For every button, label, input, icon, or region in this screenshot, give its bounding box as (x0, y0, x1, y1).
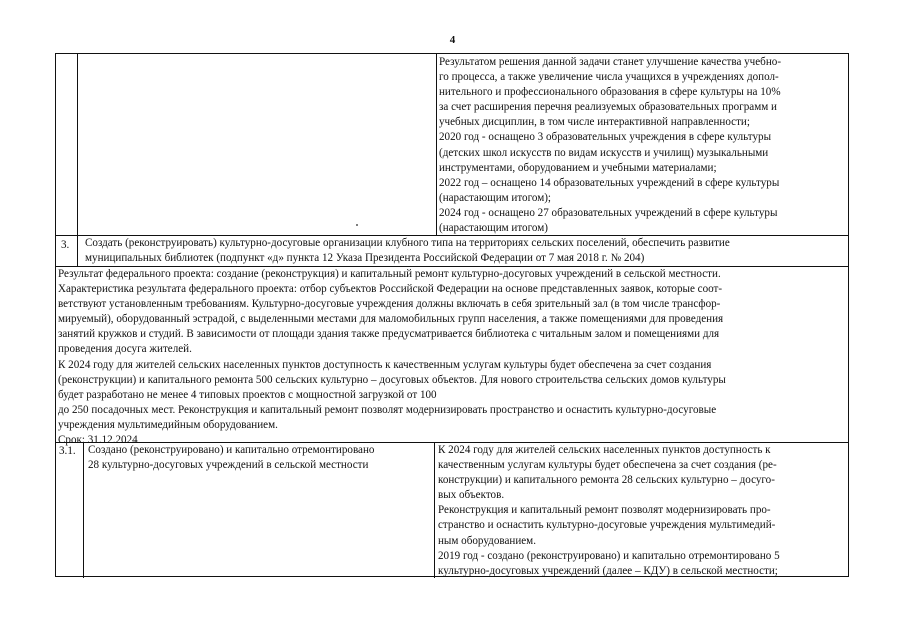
task-number: 3. (61, 239, 70, 251)
text-line: учебных дисциплин, в том числе интерактивной направленности; (439, 116, 750, 129)
text-line: (нарастающим итогом) (439, 222, 548, 235)
subtask-title (88, 443, 432, 473)
text-line: инструментами, оборудованием и учебными материалами; (439, 161, 717, 174)
text-line: ветствуют установленным требованиям. Культурно-досуговые учреждения должны включать в себя зрительный зал (в том числе трансфор- (58, 298, 721, 311)
text-line: Реконструкция и капитальный ремонт позволят модернизировать про- (438, 504, 771, 517)
text-line: Создано (реконструировано) и капитально отремонтировано (88, 444, 375, 456)
text-line: вых объектов. (438, 489, 505, 502)
text-line: конструкции) и капитального ремонта 28 сельских культурно – досуго- (438, 474, 775, 487)
text-line: 2022 год – оснащено 14 образовательных учреждений в сфере культуры (439, 176, 780, 189)
subtask-description (438, 443, 846, 579)
text-line: качественным услугам культуры будет обеспечена за счет создания (ре- (438, 459, 777, 472)
page-number: 4 (449, 34, 456, 46)
column-divider (436, 54, 437, 235)
federal-project-result (58, 267, 846, 448)
text-line: мируемый), оборудованный эстрадой, с выделенными местами для маломобильных групп населения, а также помещениями для проведения (58, 313, 724, 326)
document-table (55, 53, 849, 577)
text-line: (нарастающим итогом); (439, 191, 552, 204)
text-line: ным оборудованием. (438, 534, 536, 547)
scan-speck (356, 224, 358, 226)
text-line: занятий кружков и студий. В зависимости от площади здания также предусматривается библиотека с читальным залом и помещениями для (58, 328, 720, 341)
deadline: Срок: 31.12.2024 (58, 434, 138, 447)
text-line: культурно-досуговых учреждений (далее – КДУ) в сельской местности; (438, 564, 778, 577)
text-line: 28 культурно-досуговых учреждений в сельской местности (88, 459, 369, 472)
column-divider (83, 442, 84, 578)
text-line: за счет расширения перечня реализуемых образовательных программ и (439, 101, 777, 114)
text-line: будет разработано не менее 4 типовых проектов с мощностной загрузкой от 100 (58, 388, 437, 401)
text-line: К 2024 году для жителей сельских населенных пунктов доступность к (438, 444, 771, 456)
text-line: 2019 год - создано (реконструировано) и капитально отремонтировано 5 (438, 549, 780, 562)
column-divider (77, 54, 78, 235)
text-line: Результатом решения данной задачи станет улучшение качества учебно- (439, 56, 782, 68)
top-row-description (439, 55, 845, 236)
text-line: муниципальных библиотек (подпункт «д» пункта 12 Указа Президента Российской Федерации от 7 мая 2018 г. № 204) (85, 252, 645, 265)
column-divider (77, 235, 78, 266)
text-line: 2024 год - оснащено 27 образовательных учреждений в сфере культуры (439, 206, 778, 219)
text-line: (реконструкции) и капитального ремонта 500 сельских культурно – досуговых объектов. Для нового строительства сельских домов культуры (58, 373, 726, 386)
text-line: странство и оснастить культурно-досуговые учреждения мультимедий- (438, 519, 776, 532)
text-line: (детских школ искусств по видам искусств и училищ) музыкальными (439, 146, 769, 159)
text-line: учреждения мультимедийным оборудованием. (58, 418, 278, 431)
text-line: 2020 год - оснащено 3 образовательных учреждения в сфере культуры (439, 131, 772, 144)
text-line: Создать (реконструировать) культурно-досуговые организации клубного типа на территориях сельских поселений, обеспечить развитие (85, 237, 730, 249)
subtask-number: 3.1. (59, 445, 76, 457)
text-line: нительного и профессионального образования в сфере культуры на 10% (439, 86, 781, 99)
text-line: Характеристика результата федерального проекта: отбор субъектов Российской Федерации на основе представленных заявок, которые соот- (58, 283, 723, 296)
text-line: Результат федерального проекта: создание (реконструкция) и капитальный ремонт культурно-досуговых учреждений в сельской местности. (58, 268, 721, 280)
text-line: проведения досуга жителей. (58, 343, 192, 356)
text-line: К 2024 году для жителей сельских населенных пунктов доступность к качественным услугам культуры будет обеспечена за счет создания (58, 358, 712, 371)
task-description (85, 236, 847, 266)
text-line: до 250 посадочных мест. Реконструкция и капитальный ремонт позволят модернизировать пространство и оснастить культурно-досуговые (58, 403, 717, 416)
text-line: го процесса, а также увеличение числа учащихся в учреждениях допол- (439, 71, 779, 84)
column-divider (434, 442, 435, 578)
